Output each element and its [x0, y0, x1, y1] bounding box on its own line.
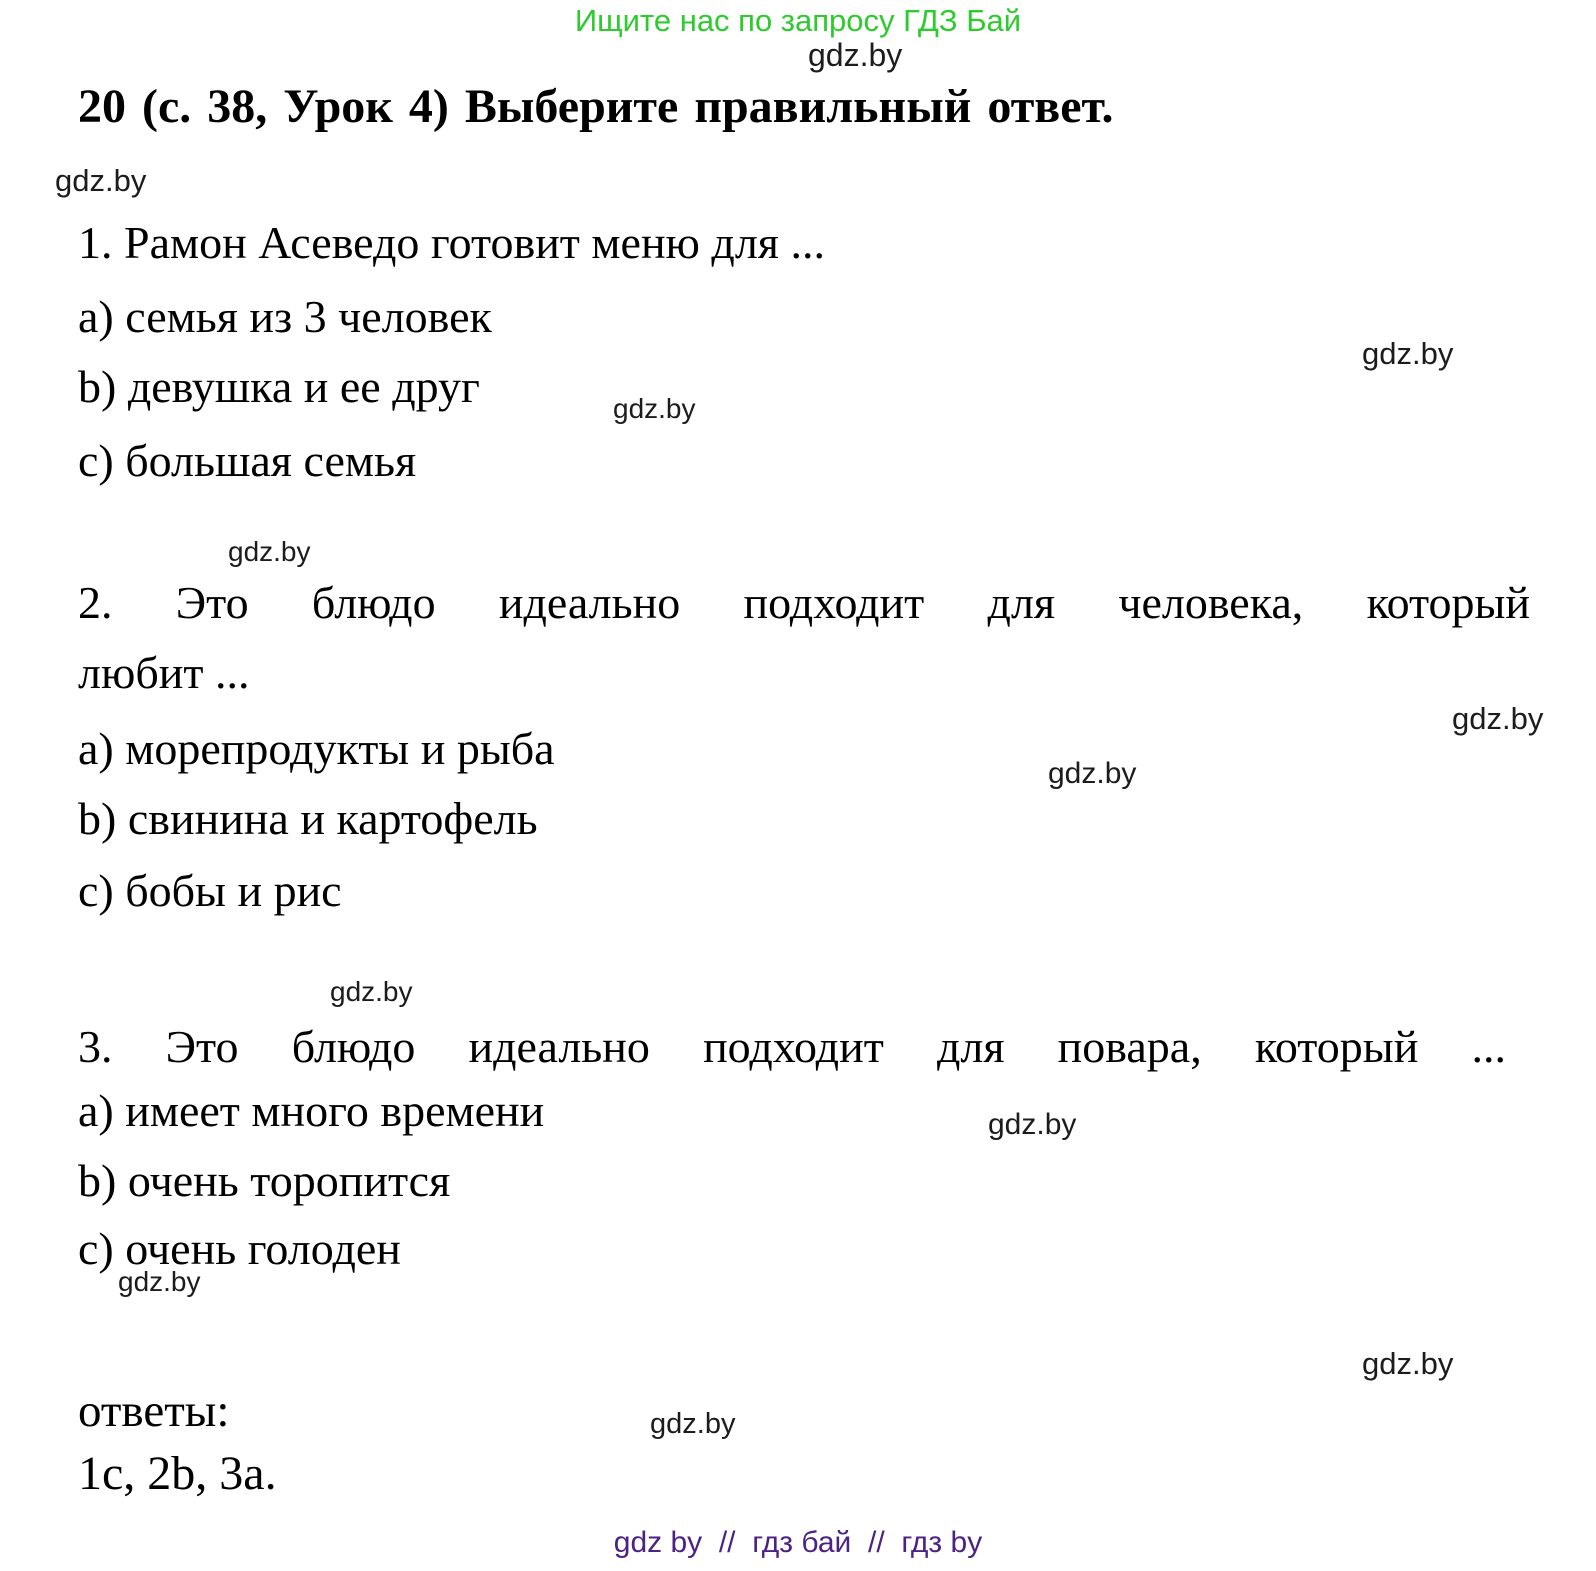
watermark-gdz-7: gdz.by	[330, 976, 413, 1007]
question-1-text: 1. Рамон Асеведо готовит меню для ...	[78, 217, 825, 268]
watermark-gdz-9: gdz.by	[118, 1266, 201, 1297]
question-3-option-c: c) очень голоден	[78, 1223, 401, 1274]
question-1-option-b: b) девушка и ее друг	[78, 361, 480, 412]
question-2-option-c: c) бобы и рис	[78, 865, 342, 916]
watermark-gdz-5: gdz.by	[1452, 701, 1544, 736]
question-1-option-c: c) большая семья	[78, 435, 417, 486]
question-3-option-b: b) очень торопится	[78, 1155, 451, 1206]
watermark-gdz-top: gdz.by	[808, 37, 903, 73]
watermark-gdz-6: gdz.by	[1048, 757, 1137, 790]
question-3-text: 3. Это блюдо идеально подходит для повара, который ...	[78, 1021, 1506, 1072]
footer-site-links: gdz by // гдз бай // гдз by	[613, 1526, 983, 1559]
watermark-gdz-11: gdz.by	[650, 1408, 736, 1440]
answers-value: 1c, 2b, 3a.	[78, 1447, 277, 1500]
question-3-option-a: a) имеет много времени	[78, 1085, 545, 1136]
question-2-text-line2: любит ...	[78, 647, 250, 698]
page-title: 20 (с. 38, Урок 4) Выберите правильный ответ.	[78, 80, 1114, 133]
answers-label: ответы:	[78, 1385, 230, 1437]
watermark-gdz-2: gdz.by	[1362, 336, 1454, 371]
watermark-gdz-8: gdz.by	[988, 1108, 1077, 1141]
watermark-gdz-1: gdz.by	[55, 163, 147, 198]
watermark-gdz-3: gdz.by	[613, 393, 696, 424]
promo-banner: Ищите нас по запросу ГДЗ Бай	[574, 3, 1022, 38]
question-2-option-b: b) свинина и картофель	[78, 793, 538, 844]
question-1-option-a: a) семья из 3 человек	[78, 291, 492, 342]
watermark-gdz-4: gdz.by	[228, 536, 311, 567]
question-2-text-line1: 2. Это блюдо идеально подходит для человека, который	[78, 577, 1530, 628]
question-2-option-a: a) морепродукты и рыба	[78, 723, 555, 774]
watermark-gdz-10: gdz.by	[1362, 1346, 1454, 1381]
